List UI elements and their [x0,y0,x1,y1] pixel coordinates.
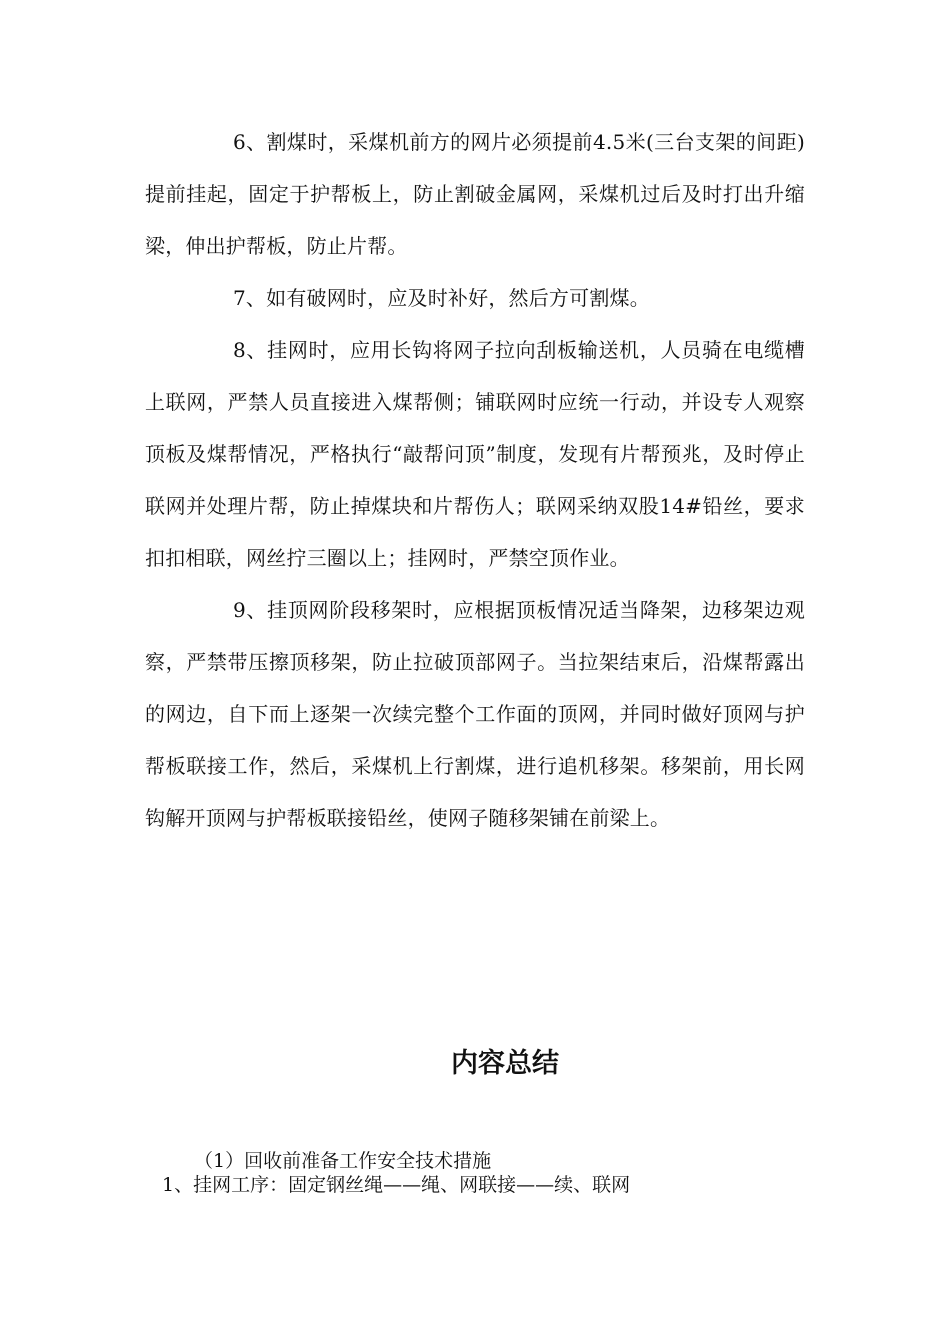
document-body [145,116,805,844]
paragraph-item-7: 7、如有破网时，应及时补好，然后方可割煤。 [233,286,650,310]
summary-subtitle: （1）回收前准备工作安全技术措施 [194,1150,492,1172]
summary-item: 1、挂网工序：固定钢丝绳——绳、网联接——续、联网 [162,1174,631,1196]
paragraph-item-8: 8、挂网时，应用长钩将网子拉向刮板输送机，人员骑在电缆槽上联网，严禁人员直接进入煤帮侧；铺联网时应统一行动，并设专人观察顶板及煤帮情况，严格执行“敲帮问顶”制度，发现有片帮预兆，及时停止联网并处理片帮，防止掉煤块和片帮伤人；联网采纳双股14#铅丝，要求扣扣相联，网丝拧三圈以上；挂网时，严禁空顶作业。 [145,338,805,570]
summary-title: 内容总结 [451,1048,559,1079]
paragraph-item-9: 9、挂顶网阶段移架时，应根据顶板情况适当降架，边移架边观察，严禁带压擦顶移架，防止拉破顶部网子。当拉架结束后，沿煤帮露出的网边，自下而上逐架一次续完整个工作面的顶网，并同时做好顶网与护帮板联接工作，然后，采煤机上行割煤，进行追机移架。移架前，用长网钩解开顶网与护帮板联接铅丝，使网子随移架铺在前梁上。 [145,598,805,830]
paragraph-item-6: 6、割煤时，采煤机前方的网片必须提前4.5米(三台支架的间距)提前挂起，固定于护帮板上，防止割破金属网，采煤机过后及时打出升缩梁，伸出护帮板，防止片帮。 [145,130,805,258]
